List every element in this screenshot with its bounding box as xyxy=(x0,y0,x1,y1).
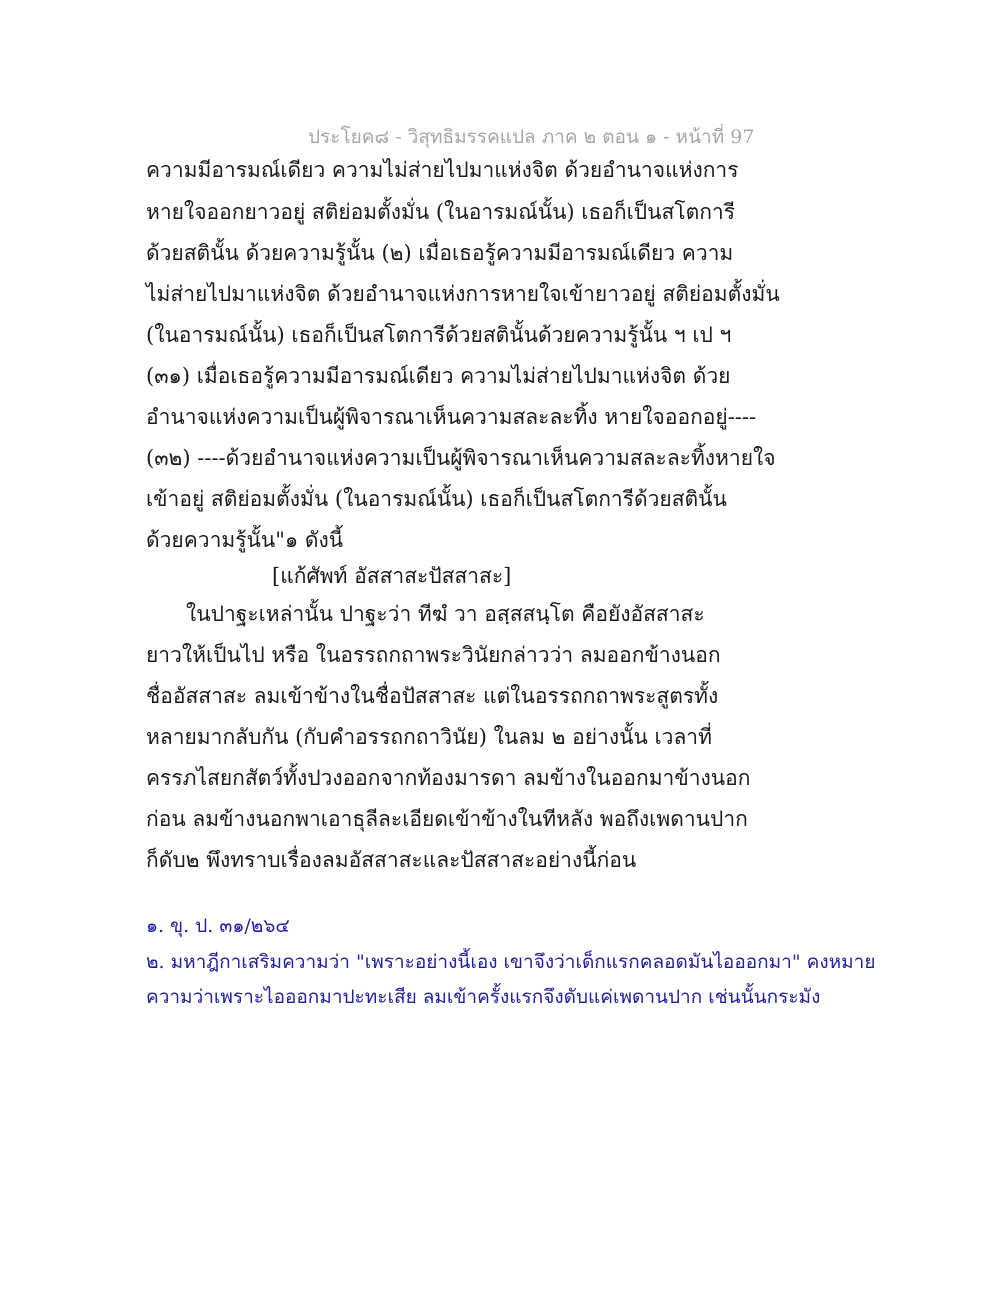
footnote: ความว่าเพราะไอออกมาปะทะเสีย ลมเข้าครั้งแรกจึงดับแค่เพดานปาก เช่นนั้นกระมัง xyxy=(146,986,821,1008)
body-line: หายใจออกยาวอยู่ สติย่อมตั้งมั่น (ในอารมณ์นั้น) เธอก็เป็นสโตการี xyxy=(146,200,735,224)
footnote: ๒. มหาฎีกาเสริมความว่า "เพราะอย่างนี้เอง เขาจึงว่าเด็กแรกคลอดมันไอออกมา" คงหมาย xyxy=(146,951,876,973)
body-line: อำนาจแห่งความเป็นผู้พิจารณาเห็นความสละละทิ้ง หายใจออกอยู่---- xyxy=(146,405,757,429)
paragraph-line: ก็ดับ๒ พึงทราบเรื่องลมอัสสาสะและปัสสาสะอย่างนี้ก่อน xyxy=(146,848,637,872)
body-line: ไม่ส่ายไปมาแห่งจิต ด้วยอำนาจแห่งการหายใจเข้ายาวอยู่ สติย่อมตั้งมั่น xyxy=(146,282,780,306)
body-line: ด้วยสตินั้น ด้วยความรู้นั้น (๒) เมื่อเธอรู้ความมีอารมณ์เดียว ความ xyxy=(146,241,734,265)
paragraph-line: ครรภไสยกสัตว์ทั้งปวงออกจากท้องมารดา ลมข้างในออกมาข้างนอก xyxy=(146,766,751,790)
body-line: (ในอารมณ์นั้น) เธอก็เป็นสโตการีด้วยสตินั้นด้วยความรู้นั้น ฯ เป ฯ xyxy=(146,323,732,347)
page-header-text: ประโยค๘ - วิสุทธิมรรคแปล ภาค ๒ ตอน ๑ - หน้าที่ 97 xyxy=(308,126,755,148)
body-line: เข้าอยู่ สติย่อมตั้งมั่น (ในอารมณ์นั้น) เธอก็เป็นสโตการีด้วยสตินั้น xyxy=(146,487,727,511)
footnote: ๑. ขุ. ป. ๓๑/๒๖๔ xyxy=(146,915,290,937)
body-line: ความมีอารมณ์เดียว ความไม่ส่ายไปมาแห่งจิต ด้วยอำนาจแห่งการ xyxy=(146,158,739,182)
paragraph-line: ก่อน ลมข้างนอกพาเอาธุลีละเอียดเข้าข้างในทีหลัง พอถึงเพดานปาก xyxy=(146,807,748,831)
body-line: (๓๑) เมื่อเธอรู้ความมีอารมณ์เดียว ความไม่ส่ายไปมาแห่งจิต ด้วย xyxy=(146,364,731,388)
section-heading: [แก้ศัพท์ อัสสาสะปัสสาสะ] xyxy=(272,564,512,588)
body-line: (๓๒) ----ด้วยอำนาจแห่งความเป็นผู้พิจารณาเห็นความสละละทิ้งหายใจ xyxy=(146,446,776,470)
paragraph-line: ในปาฐะเหล่านั้น ปาฐะว่า ทีฆํ วา อสฺสสนฺโต คือยังอัสสาสะ xyxy=(186,602,705,626)
body-line: ด้วยความรู้นั้น"๑ ดังนี้ xyxy=(146,528,344,552)
paragraph-line: ยาวให้เป็นไป หรือ ในอรรถกถาพระวินัยกล่าวว่า ลมออกข้างนอก xyxy=(146,643,721,667)
paragraph-line: ชื่ออัสสาสะ ลมเข้าข้างในชื่อปัสสาสะ แต่ในอรรถกถาพระสูตรทั้ง xyxy=(146,684,719,708)
paragraph-line: หลายมากลับกัน (กับคำอรรถกถาวินัย) ในลม ๒ อย่างนั้น เวลาที่ xyxy=(146,725,712,749)
